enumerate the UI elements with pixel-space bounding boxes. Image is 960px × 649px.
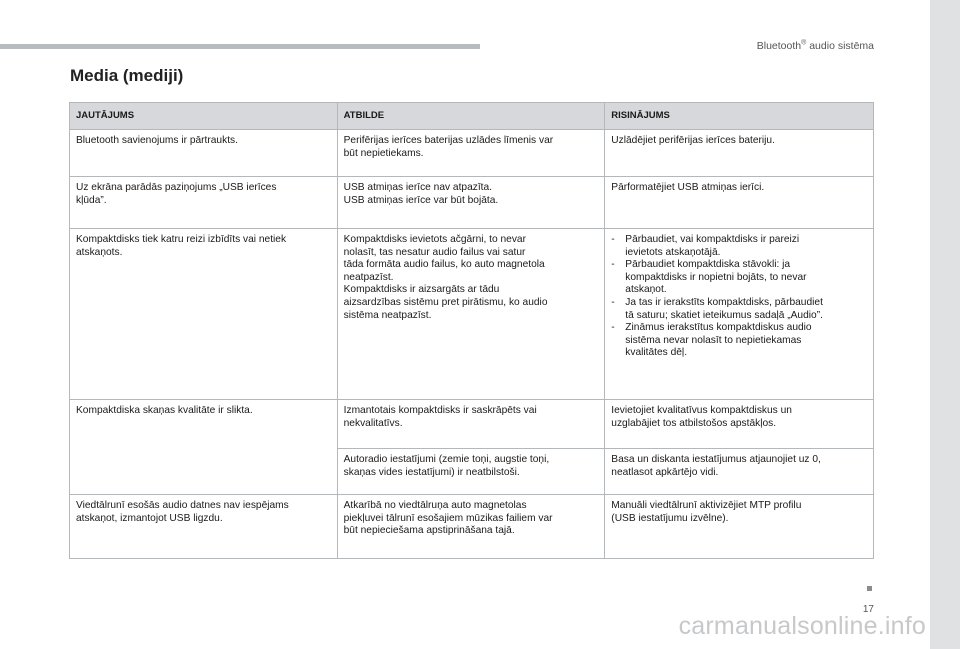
cell-line: ievietots atskaņotājā. xyxy=(625,246,721,258)
column-header-answer: ATBILDE xyxy=(337,103,605,130)
cell-line: Pārformatējiet USB atmiņas ierīci. xyxy=(611,182,765,193)
cell-line: tā saturu; skatiet ieteikumus sadaļā „Audio”. xyxy=(625,309,823,321)
column-header-solution: RISINĀJUMS xyxy=(605,103,874,130)
cell-line: Manuāli viedtālrunī aktivizējiet MTP profilu xyxy=(611,500,802,511)
cell-line: uzglabājiet tos atbilstošos apstākļos. xyxy=(611,417,777,429)
cell-line: atskaņot, izmantojot USB ligzdu. xyxy=(76,512,223,524)
cell-line: atskaņot. xyxy=(625,284,667,296)
answer-cell xyxy=(337,177,605,229)
solution-cell xyxy=(605,130,874,177)
question-cell xyxy=(70,177,338,229)
question-cell xyxy=(70,495,338,559)
question-cell xyxy=(70,449,338,495)
cell-line: sistēma neatpazīst. xyxy=(343,309,432,321)
cell-line: atskaņots. xyxy=(76,246,123,258)
list-item xyxy=(611,297,867,322)
table-row xyxy=(70,177,874,229)
cell-line: Kompaktdisks ir aizsargāts ar tādu xyxy=(343,284,500,296)
answer-cell xyxy=(337,495,605,559)
table-row xyxy=(70,229,874,400)
answer-cell xyxy=(337,130,605,177)
cell-line: Uzlādējiet perifērijas ierīces bateriju. xyxy=(611,135,775,146)
question-cell xyxy=(70,229,338,400)
list-item xyxy=(611,234,867,259)
cell-line: kompaktdisks ir nopietni bojāts, to nevar xyxy=(625,271,807,283)
solution-cell xyxy=(605,177,874,229)
page-number: 17 xyxy=(862,604,874,615)
solution-list xyxy=(611,234,867,360)
question-cell xyxy=(70,400,338,449)
cell-line: - Pārbaudiet kompaktdiska stāvokli: ja xyxy=(625,259,791,271)
cell-line: tāda formāta audio failus, ko auto magnetola xyxy=(343,259,545,271)
table-row xyxy=(70,449,874,495)
cell-line: Ievietojiet kvalitatīvus kompaktdiskus un xyxy=(611,405,792,416)
table-row xyxy=(70,400,874,449)
answer-cell xyxy=(337,449,605,495)
cell-line: (USB iestatījumu izvēlne). xyxy=(611,512,729,524)
cell-line: kļūda”. xyxy=(76,194,107,206)
cell-line: aizsardzības sistēmu pret pirātismu, ko audio xyxy=(343,296,548,308)
cell-line: Kompaktdiska skaņas kvalitāte ir slikta. xyxy=(76,405,253,416)
cell-line: nekvalitatīvs. xyxy=(343,417,403,429)
cell-line: Kompaktdisks tiek katru reizi izbīdīts vai netiek xyxy=(76,234,287,245)
solution-cell xyxy=(605,400,874,449)
cell-line: sistēma nevar nolasīt to nepietiekamas xyxy=(625,334,802,346)
table-header-row xyxy=(70,103,874,130)
cell-line: - Ja tas ir ierakstīts kompaktdisks, pārbaudiet xyxy=(625,296,823,308)
cell-line: nolasīt, tas nesatur audio failus vai satur xyxy=(343,246,526,258)
cell-line: būt nepieciešama apstiprināšana tajā. xyxy=(343,525,515,537)
cell-line: Autoradio iestatījumi (zemie toņi, augstie toņi, xyxy=(343,454,550,465)
section-title: Bluetooth® audio sistēma xyxy=(756,39,874,52)
list-item xyxy=(611,259,867,297)
cell-line: Bluetooth savienojums ir pārtraukts. xyxy=(76,135,238,146)
page-title: Media (mediji) xyxy=(70,66,184,85)
side-strip xyxy=(930,0,960,649)
cell-line: kvalitātes dēļ. xyxy=(625,347,688,359)
watermark: carmanualsonline.info xyxy=(678,612,926,640)
cell-line: - Zināmus ierakstītus kompaktdiskus audio xyxy=(625,322,812,334)
table-row xyxy=(70,495,874,559)
cell-line: Basa un diskanta iestatījumus atjaunojiet uz 0, xyxy=(611,454,821,465)
table-row xyxy=(70,130,874,177)
solution-cell xyxy=(605,449,874,495)
cell-line: skaņas vides iestatījumi) ir neatbilstoši. xyxy=(343,466,520,478)
cell-line: Atkarībā no viedtālruņa auto magnetolas xyxy=(343,500,527,511)
cell-line: Izmantotais kompaktdisks ir saskrāpēts vai xyxy=(343,405,537,416)
answer-cell xyxy=(337,229,605,400)
cell-line: Kompaktdisks ievietots ačgārni, to nevar xyxy=(343,234,526,245)
column-header-question: JAUTĀJUMS xyxy=(70,103,338,130)
header-rule xyxy=(0,44,480,49)
list-item xyxy=(611,322,867,360)
cell-line: USB atmiņas ierīce var būt bojāta. xyxy=(343,194,499,206)
cell-line: USB atmiņas ierīce nav atpazīta. xyxy=(343,182,492,193)
cell-line: Uz ekrāna parādās paziņojums „USB ierīces xyxy=(76,182,277,193)
cell-line: neatpazīst. xyxy=(343,271,394,283)
cell-line: būt nepietiekams. xyxy=(343,147,424,159)
faq-table xyxy=(69,102,874,559)
page-marker xyxy=(867,586,872,591)
cell-line: neatlasot apkārtējo vidi. xyxy=(611,466,719,478)
question-cell xyxy=(70,130,338,177)
cell-line: - Pārbaudiet, vai kompaktdisks ir pareizi xyxy=(625,234,800,245)
cell-line: Perifērijas ierīces baterijas uzlādes līmenis var xyxy=(343,135,554,146)
cell-line: Viedtālrunī esošās audio datnes nav iespējams xyxy=(76,500,289,511)
answer-cell xyxy=(337,400,605,449)
solution-cell xyxy=(605,495,874,559)
cell-line: piekļuvei tālrunī esošajiem mūzikas failiem var xyxy=(343,512,553,524)
solution-cell xyxy=(605,229,874,400)
